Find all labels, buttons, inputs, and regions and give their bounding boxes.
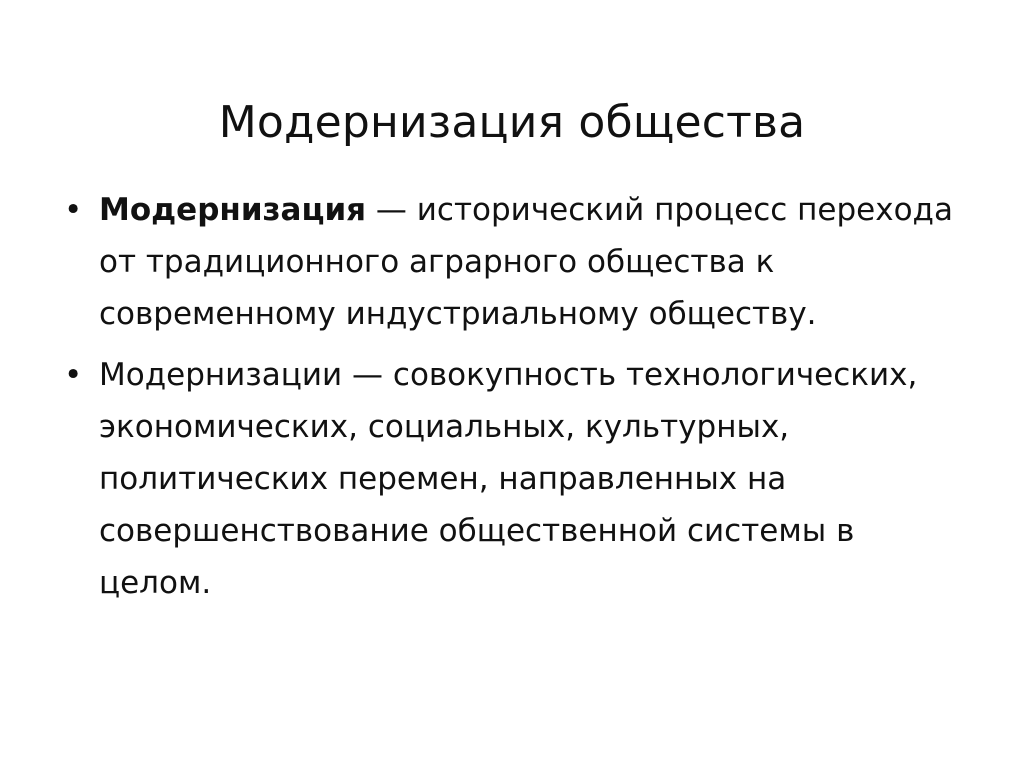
bullet-term: Модернизация — [99, 192, 367, 228]
bullet-list — [64, 184, 964, 618]
bullet-item-definition — [64, 184, 964, 340]
bullet-text: Модернизации — совокупность технологических, экономических, социальных, культурных, политических перемен, направленных на совершенствование общественной системы в целом. — [99, 357, 918, 601]
bullet-item-modernizations — [64, 349, 964, 609]
slide-title: Модернизация общества — [218, 97, 806, 149]
bullet-text: — исторический процесс перехода от традиционного аграрного общества к современному индустриальному обществу. — [99, 192, 953, 332]
bullet-marker: • — [64, 192, 83, 228]
bullet-marker: • — [64, 357, 83, 393]
